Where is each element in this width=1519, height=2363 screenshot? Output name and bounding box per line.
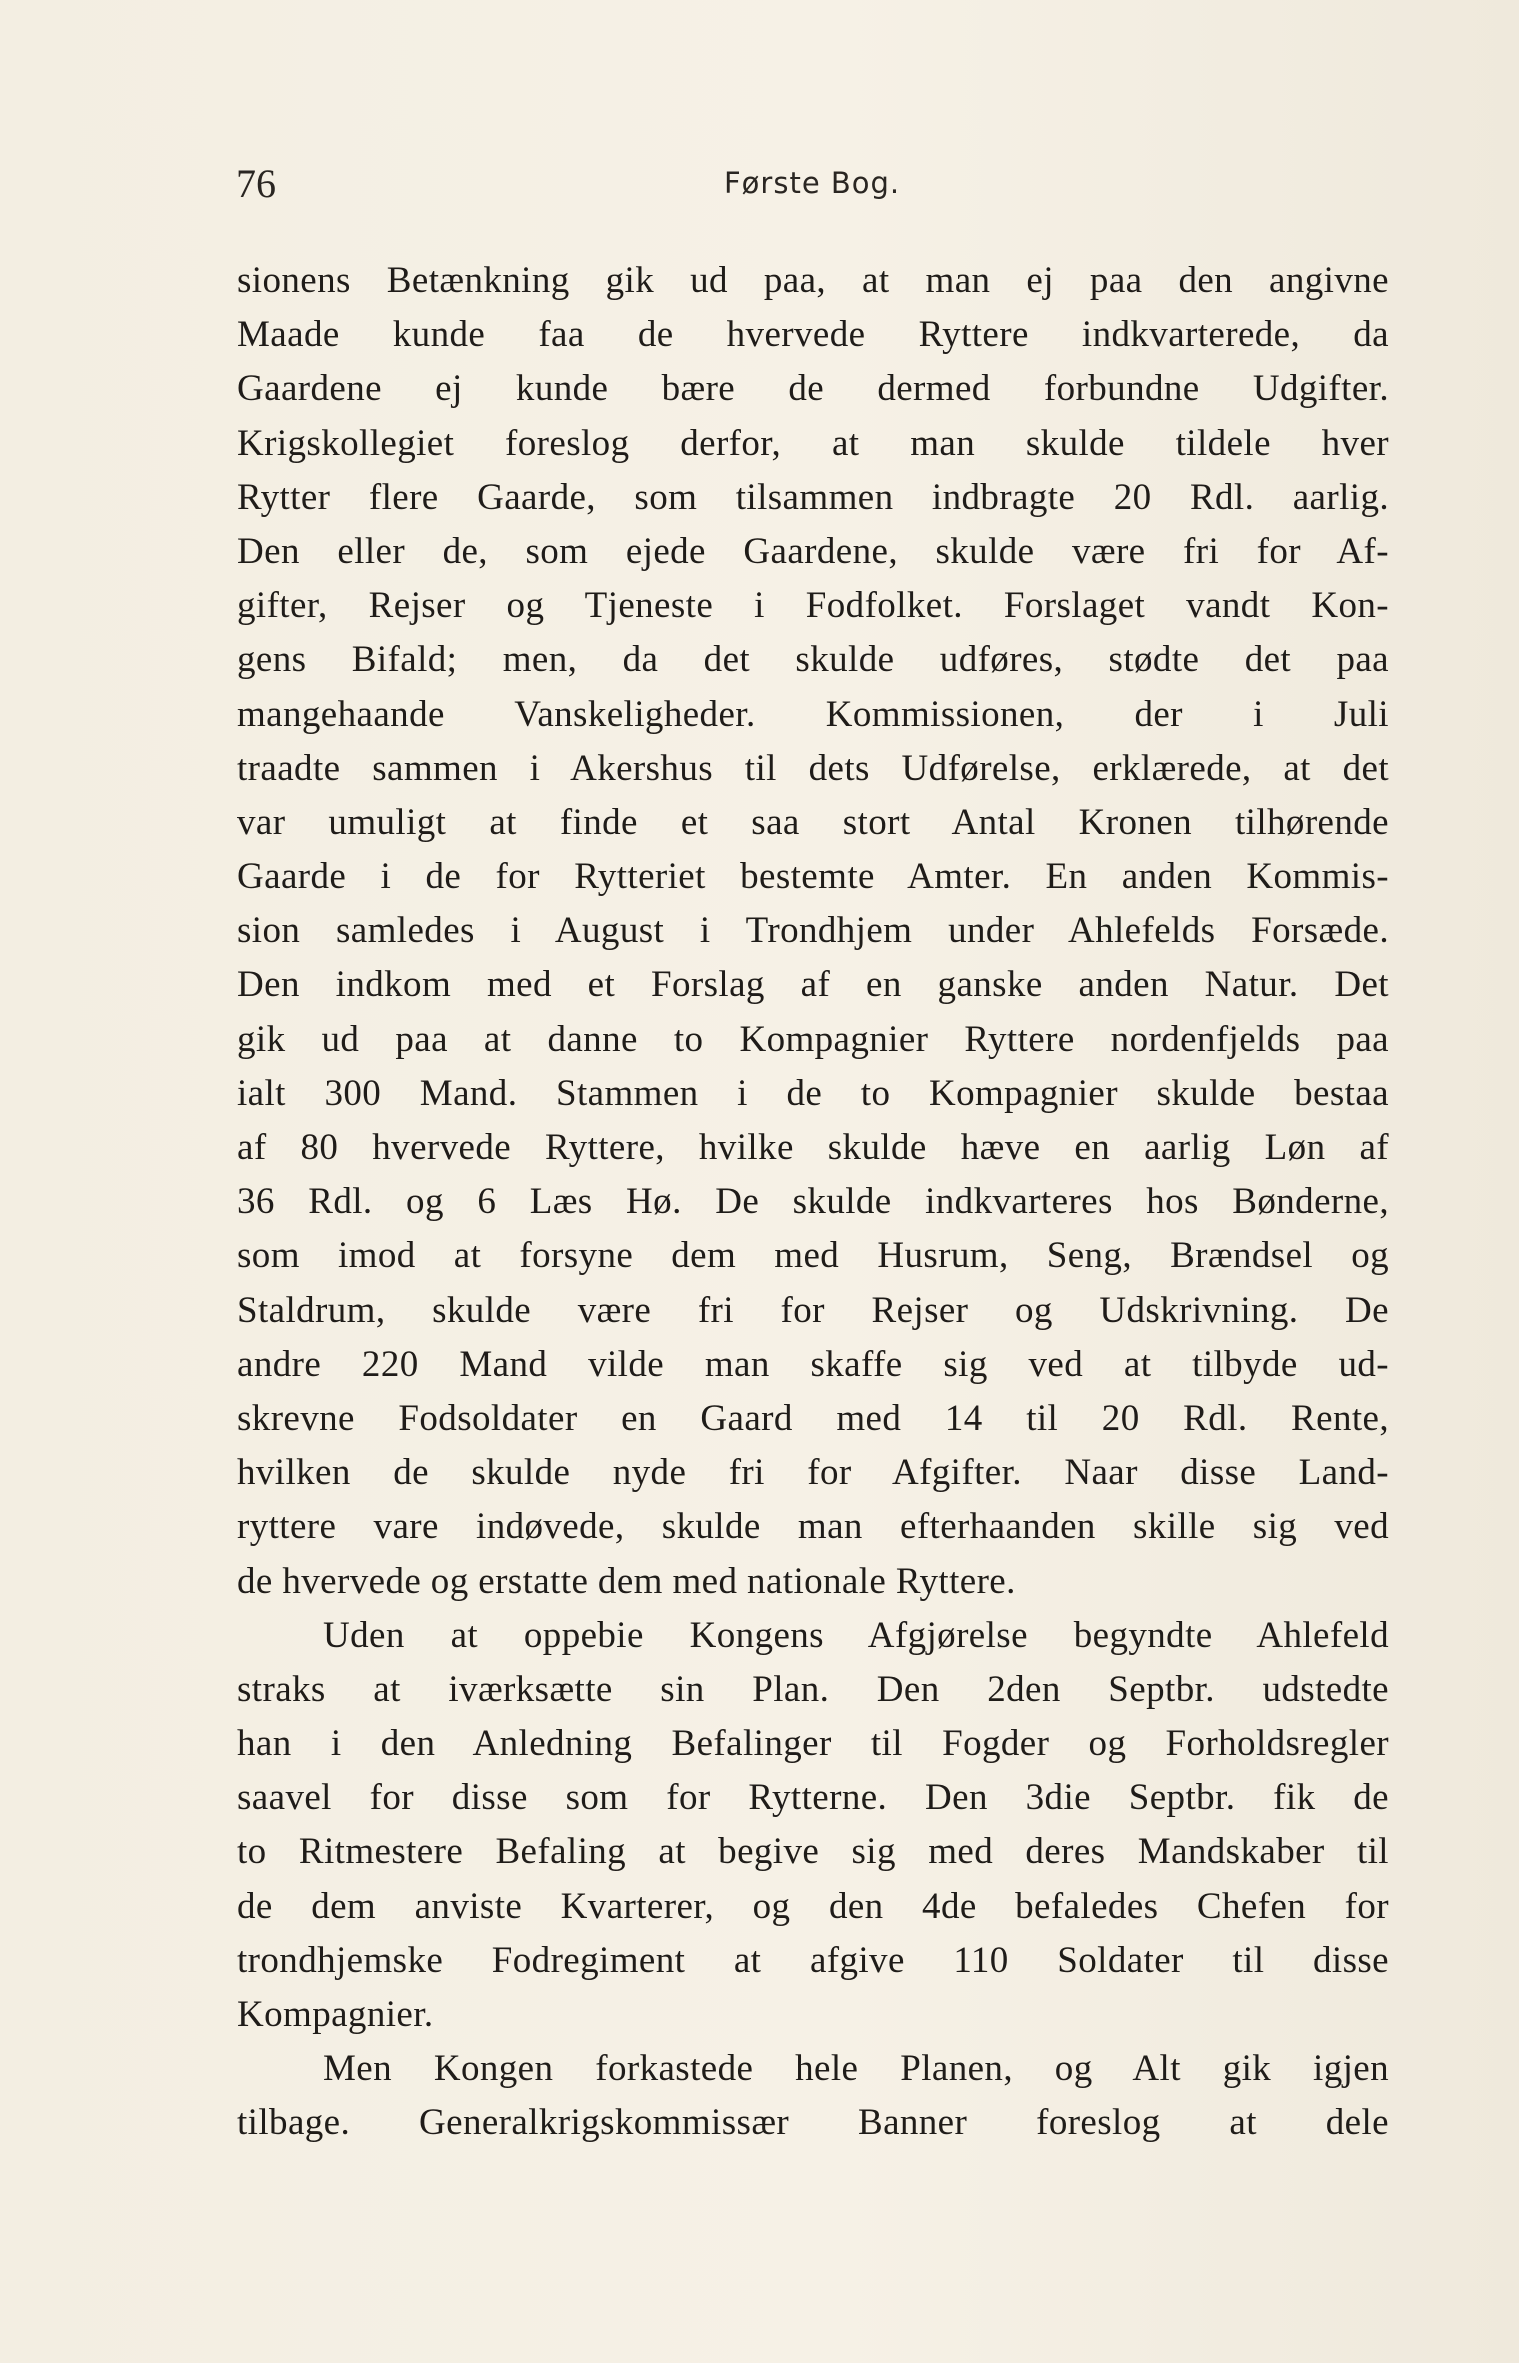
text-line: tilbage. Generalkrigskommissær Banner foreslog at dele [237,2102,1389,2144]
text-line: Den eller de, som ejede Gaardene, skulde være fri for Af- [237,530,1389,572]
text-line: gifter, Rejser og Tjeneste i Fodfolket. Forslaget vandt Kon- [237,585,1389,627]
text-line: ialt 300 Mand. Stammen i de to Kompagnier skulde bestaa [237,1072,1389,1114]
text-line: Uden at oppebie Kongens Afgjørelse begyndte Ahlefeld [323,1614,1389,1656]
text-line: de dem anviste Kvarterer, og den 4de befaledes Chefen for [237,1885,1389,1927]
text-line: Rytter flere Gaarde, som tilsammen indbragte 20 Rdl. aarlig. [237,476,1389,518]
text-line: saavel for disse som for Rytterne. Den 3die Septbr. fik de [237,1777,1389,1819]
text-line: andre 220 Mand vilde man skaffe sig ved at tilbyde ud- [237,1343,1389,1385]
text-line: mangehaande Vanskeligheder. Kommissionen, der i Juli [237,693,1389,735]
text-line: Gaarde i de for Rytteriet bestemte Amter. En anden Kommis- [237,856,1389,898]
text-line: ryttere vare indøvede, skulde man efterhaanden skille sig ved [237,1506,1389,1548]
text-line: som imod at forsyne dem med Husrum, Seng, Brændsel og [237,1235,1389,1277]
text-line: Staldrum, skulde være fri for Rejser og Udskrivning. De [237,1289,1389,1331]
body-text [237,254,1389,2151]
text-line: skrevne Fodsoldater en Gaard med 14 til 20 Rdl. Rente, [237,1397,1389,1439]
text-line: af 80 hvervede Ryttere, hvilke skulde hæve en aarlig Løn af [237,1127,1389,1168]
text-line: trondhjemske Fodregiment at afgive 110 Soldater til disse [237,1939,1389,1981]
text-line: traadte sammen i Akershus til dets Udførelse, erklærede, at det [237,747,1389,789]
text-line: Gaardene ej kunde bære de dermed forbundne Udgifter. [237,368,1389,410]
text-line: Men Kongen forkastede hele Planen, og Alt gik igjen [323,2048,1389,2090]
text-line: Krigskollegiet foreslog derfor, at man skulde tildele hver [237,422,1389,464]
text-line: straks at iværksætte sin Plan. Den 2den Septbr. udstedte [237,1668,1389,1710]
text-line: Maade kunde faa de hvervede Ryttere indkvarterede, da [237,314,1389,356]
text-line: hvilken de skulde nyde fri for Afgifter. Naar disse Land- [237,1452,1389,1494]
text-line: de hvervede og erstatte dem med nationale Ryttere. [237,1560,1016,1602]
text-line: gens Bifald; men, da det skulde udføres, stødte det paa [237,639,1389,681]
text-line: 36 Rdl. og 6 Læs Hø. De skulde indkvarteres hos Bønderne, [237,1181,1389,1223]
text-line: to Ritmestere Befaling at begive sig med deres Mandskaber til [237,1831,1389,1873]
running-head: Første Bog. [724,166,901,200]
text-line: sion samledes i August i Trondhjem under Ahlefelds Forsæde. [237,910,1389,952]
text-line: Den indkom med et Forslag af en ganske anden Natur. Det [237,964,1389,1006]
text-line: sionens Betænkning gik ud paa, at man ej paa den angivne [237,260,1389,301]
text-line: gik ud paa at danne to Kompagnier Ryttere nordenfjelds paa [237,1018,1389,1060]
page-number: 76 [236,161,276,206]
text-line: var umuligt at finde et saa stort Antal Kronen tilhørende [237,801,1389,843]
text-line: Kompagnier. [237,1994,434,2035]
page-header [236,160,1386,210]
text-line: han i den Anledning Befalinger til Fogder og Forholdsregler [237,1723,1389,1765]
